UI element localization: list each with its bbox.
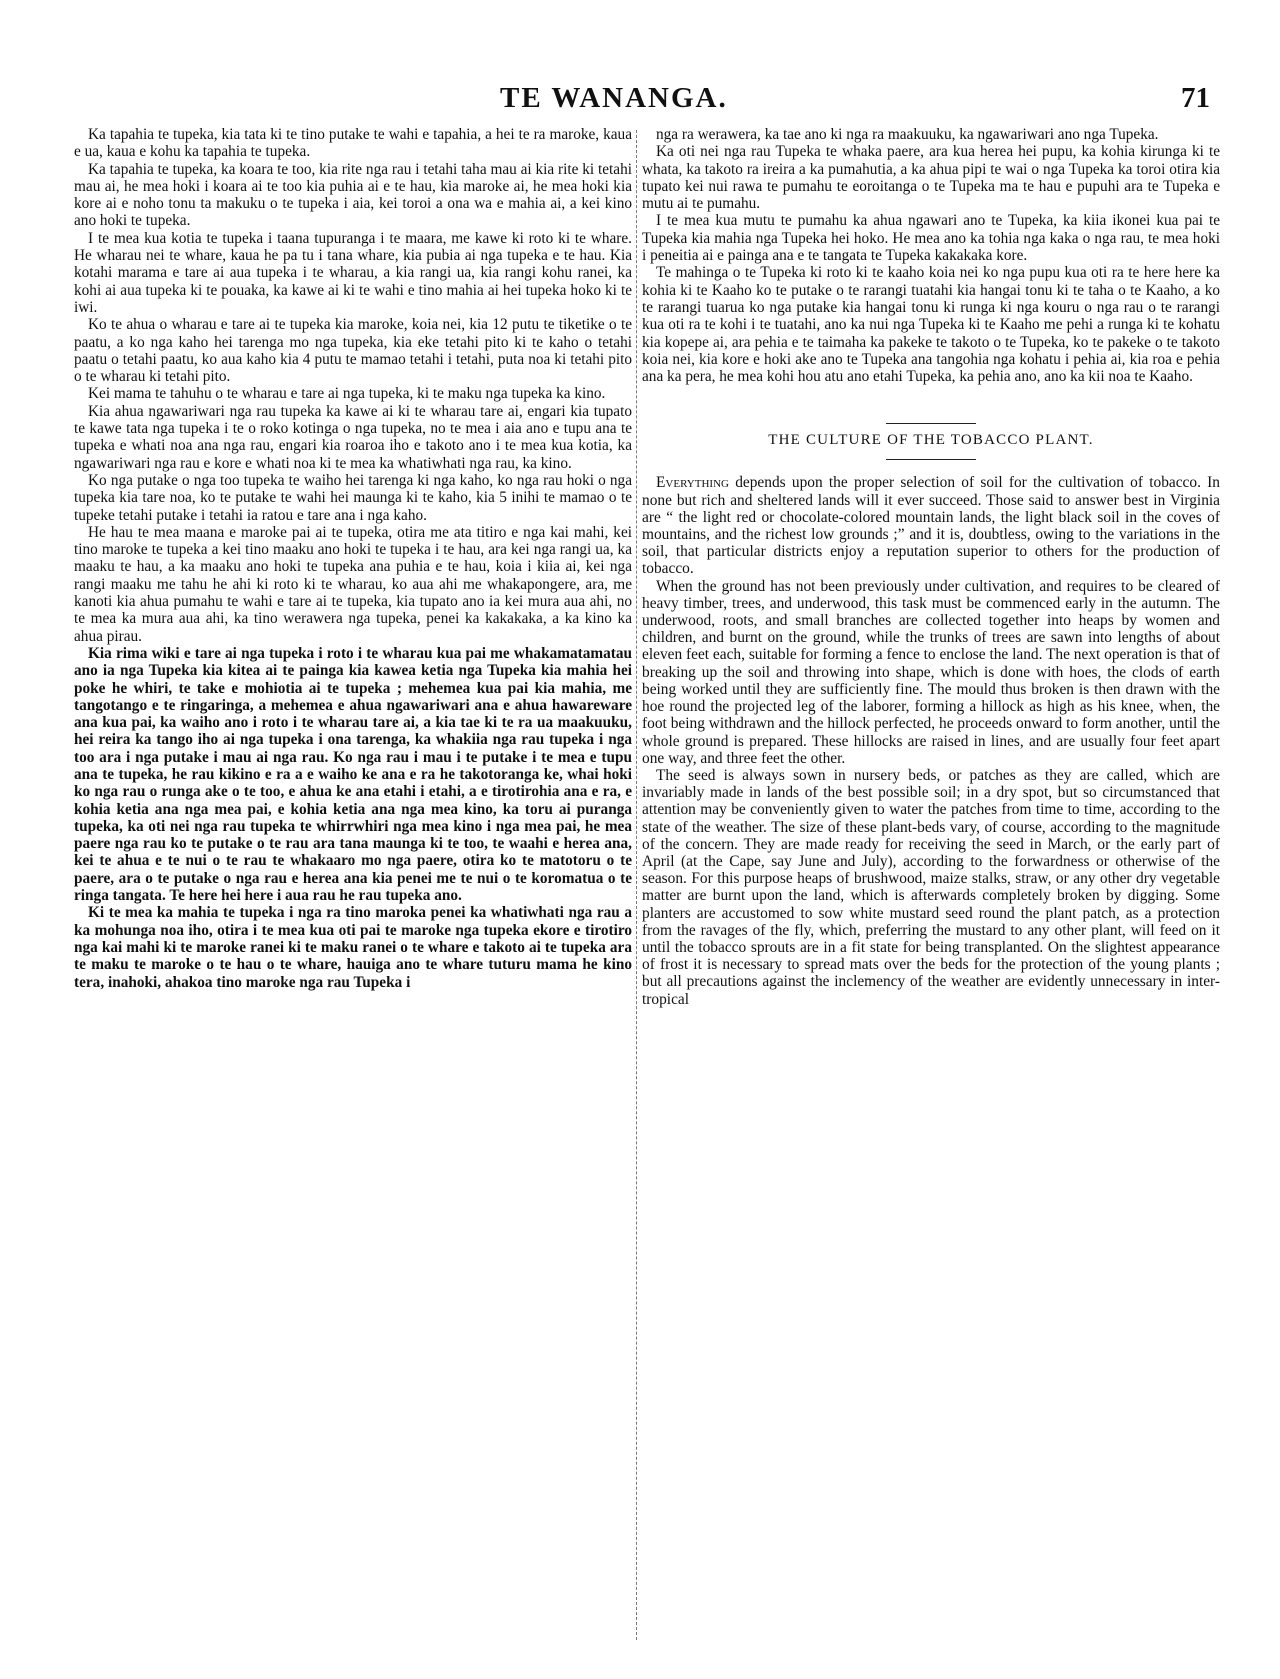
maori-paragraph: I te mea kua kotia te tupeka i taana tupuranga i te maara, me kawe ki roto ki te whare. He wharau nei te whare, kaua he pa tu i tana whare, kia pubia ai nga tupeka e te hau. Kia kotahi marama e tare ai aua tupeka i te wharau, a kia rangi ua, kia rangi kohu ranei, ka kohi ai aua tupeka ki te pouaka, ka kawe ai ki te wahi e tino mahia ai hei tupeka hoko ki te iwi.: [74, 229, 632, 316]
section-divider: [886, 459, 976, 460]
maori-paragraph: He hau te mea maana e maroke pai ai te tupeka, otira me ata titiro e nga kai mahi, kei tino maroke te tupeka a kei tino maaku ano hoki te tupeka i te hau, ara kei nga rangi ua, ka maaku te hau, a ka maaku ano hoki te tupeka ana puhia e te hau, koia i kiia ai, kei nga rangi maaku me tahu he ahi ki roto ki te wharau, ko aua ahi me whakapongere, ara, me kanoti kia ahua pumahu te wahi e tare ai te tupeka, kia tupato ano ia kei mura aua ahi, no te mea ka mura aua ahi, ka tino werawera nga tupeka, penei ka kakakaka, a ka kino ka ahua pirau.: [74, 523, 632, 645]
maori-paragraph: Kia ahua ngawariwari nga rau tupeka ka kawe ai ki te wharau tare ai, engari kia tupato te kawe tata nga tupeka i te o roko kotinga o nga tupeka, no te mea i aia ano e tupu ana te tupeka e whati noa ana nga rau, engari kia roaroa iho e takoto ano i te mea kua kotia, ka ngawariwari nga rau e kore e whati noa ki te mea ka whatiwhati nga rau, ka kino.: [74, 402, 632, 472]
english-paragraph-text: depends upon the proper selection of soil for the cultivation of tobacco. In none but rich and sheltered lands will it ever succeed. Those said to answer best in Virginia are “ the light red or chocolate-colored mountain lands, the light black soil in the coves of mountains, and the richest low grounds ;” and it is, doubtless, owing to the variations in the soil, that particular districts enjoy a reputation superior to others for the production of tobacco.: [642, 474, 1220, 578]
section-divider: [886, 423, 976, 424]
english-paragraph: The seed is always sown in nursery beds, or patches as they are called, which are invariably made in lands of the best possible soil; in a dry spot, but so circumstanced that attention may be conveniently given to water the patches from time to time, according to the state of the weather. The size of these plant-beds vary, of course, according to the magnitude of the concern. They are made ready for receiving the seed in March, or the early part of April (at the Cape, say June and July), according to the forwardness or otherwise of the season. For this purpose heaps of brushwood, maize stalks, straw, or any other dry vegetable matter are burnt upon the land, which is afterwards completely broken by digging. Some planters are accustomed to sow white mustard seed round the plant patch, as a protection from the ravages of the fly, which, preferring the mustard to any other plant, will feed on it until the tobacco sprouts are in a fit state for being transplanted. On the slightest appearance of frost it is necessary to spread mats over the beds for the protection of the young plants ; but all precautions against the inclemency of the weather are evidently unnecessary in inter-tropical: [642, 766, 1220, 1008]
maori-paragraph: Ki te mea ka mahia te tupeka i nga ra tino maroka penei ka whatiwhati nga rau a ka mohunga noa iho, otira i te mea kua oti pai te maroke nga tupeka ekore e tirotiro nga kai mahi ki te maroke ranei ki te maku ranei o te whare e takoto ai te tupeka ara te maku te maroke o te hau o te whare, hauiga ano te whare tuturu mama he kino tera, inahoki, ahakoa tino maroke nga rau Tupeka i: [74, 904, 632, 991]
maori-paragraph: Ka oti nei nga rau Tupeka te whaka paere, ara kua herea hei pupu, ka kohia kirunga ki te whata, ka takoto ra ireira a ka pumahutia, a ka ahua pipi te wai o nga Tupeka ka toroi otira kia tupato kei nui rawa te pumahu te eoroitanga o te Tupeka ma te hau e pupuhi ara te Tupeka e mutu ai te pumahu.: [642, 143, 1220, 213]
article-title: THE CULTURE OF THE TOBACCO PLANT.: [768, 432, 1094, 449]
english-paragraph: [642, 474, 1220, 577]
maori-paragraph: I te mea kua mutu te pumahu ka ahua ngawari ano te Tupeka, ka kiia ikonei kua pai te Tupeka kia mahia nga Tupeka hei hoko. He mea ano ka tohia nga kaka o nga rau, te mea hoki i peneitia ai e painga ana e te tangata te Tupeka kakakaka kore.: [642, 212, 1220, 265]
page-header: [70, 82, 1220, 122]
maori-paragraph: Kei mama te tahuhu o te wharau e tare ai nga tupeka, ki te maku nga tupeka ka kino.: [88, 385, 606, 403]
right-column: [642, 126, 1220, 1656]
english-paragraph: When the ground has not been previously under cultivation, and requires to be cleared of heavy timber, trees, and underwood, this task must be commenced early in the autumn. The underwood, roots, and small branches are collected together into heaps by women and children, and burnt on the ground, while the trunks of trees are sawn into lengths of about eleven feet each, suitable for forming a fence to enclose the land. The next operation is that of breaking up the soil and throwing into shape, which is done with hoes, the clods of earth being worked until they are sufficiently fine. The mould thus broken is then drawn with the hoe round the projected leg of the laborer, forming a hillock as high as his knee, when, the foot being withdrawn and the hillock perfected, he proceeds onward to form another, until the whole ground is prepared. These hillocks are raised in lines, and are usually four feet apart one way, and three feet the other.: [642, 577, 1220, 767]
left-column: [74, 126, 632, 1656]
maori-paragraph: Te mahinga o te Tupeka ki roto ki te kaaho koia nei ko nga pupu kua oti ra te here here ka kohia ki te Kaaho ko te putake o te rarangi tuatahi kia hangai tonu ki te taha o te Kaaho, a ko te rarangi tuarua ko nga putake kia hangai tonu ki runga ki nga kouru o nga rau o te rarangi kua oti ra te kohi i te tuatahi, ano ka nui nga Tupeka ki te Kaaho me pehi a runga ki te kohatu kia kopepe ai, ara pehia e te taimaha ka pakeke te takoto o te Tupeka, ko te pakeke o te takoto koia nei, kia kore e hoki ake ano te Tupeka ana tangohia nga kohatu i pehia ai, kia roa e pehia ana ka pera, he mea kohi hou atu ano etahi Tupeka, ka pehia ano, ano ka kii noa te Kaaho.: [642, 264, 1220, 386]
page-number: 71: [1181, 82, 1210, 114]
newspaper-title: TE WANANGA.: [500, 82, 728, 114]
drop-word: Everything: [656, 474, 729, 492]
maori-paragraph: Ko te ahua o wharau e tare ai te tupeka kia maroke, koia nei, kia 12 putu te tiketike o te paatu, a ko nga kaho hei tarenga mo nga tupeka, kia eke tetahi pito ki te kaho o tetahi paatu o tetahi paatu, ko aua kaho kia 4 putu te mamao tetahi i tetahi, puta noa ki tetahi pito o te wharau ki tetahi pito.: [74, 316, 632, 386]
maori-paragraph: nga ra werawera, ka tae ano ki nga ra maakuuku, ka ngawariwari ano nga Tupeka.: [656, 126, 1159, 143]
maori-paragraph: Kia rima wiki e tare ai nga tupeka i roto i te wharau kua pai me whakamatamatau ano ia nga Tupeka kia kitea ai te painga kia kawea ketia nga Tupeka kia mahia hei poke he whiri, te take e mohiotia ai te tupeka ; mehemea kua pai kia mahia, me tangotango e te ringaringa, a mehemea e ahua ngawariwari ana e ahua hawareware ana kua pai, ka waiho ano i roto i te wharau tare ai, a kia tae ki te ra ua maakuuku, hei reira ka tango iho ai nga tupeka i ona tarenga, ka whakiia nga rau tupeka i nga too ara i nga putake i mau ai nga rau. Ko nga rau i mau i te putake i te mea e tupu ana te tupeka, he rau kikino e ra a e waiho ke ana e ra he takotoranga ke, whai hoki ko nga rau o runga ake o te too, e ahua ke ana etahi i etahi, a e tirotirohia ana e ra, e kohia ketia ana nga mea pai, e kohia ketia ana nga mea kino, ka toru ai puranga tupeka, ka oti nei nga rau tupeka te whirrwhiri nga mea kino i nga mea pai, he mea paere nga rau ko te putake o te rau ara tana maunga ki te too, te waahi e herea ana, kei te ahua e te nui o te rau te whakaaro mo nga paere, otira ko te matotoru o te paere, ara o te putake o nga rau e herea ana kia penei me te nui o te koromatua o te ringa tangata. Te here hei here i aua rau he rau tupeka ano.: [74, 644, 632, 905]
column-divider: [636, 130, 638, 1640]
maori-paragraph: Ka tapahia te tupeka, kia tata ki te tino putake te wahi e tapahia, a hei te ra maroke, kaua e ua, kaua e kohu ka tapahia te tupeka.: [74, 126, 632, 161]
maori-paragraph: Ko nga putake o nga too tupeka te waiho hei tarenga ki nga kaho, ko nga rau hoki o nga tupeka kia tare noa, ko te putake te wahi hei maunga ki te kaho, kia 5 inihi te mamao o te tupeke tetahi putake i tetahi ia ratou e tare ana i nga kaho.: [74, 471, 632, 524]
maori-paragraph: Ka tapahia te tupeka, ka koara te too, kia rite nga rau i tetahi taha mau ai kia rite ki tetahi mau ai, he mea hoki i koara ai te too kia puhia ai e te hau, kia maroke ai, he mea hoki kia kore ai e noho tonu ta makuku o te tupeka i aia, kei toroi a ona wa e mahia ai, a kei kino ano hoki te tupeka.: [74, 160, 632, 230]
